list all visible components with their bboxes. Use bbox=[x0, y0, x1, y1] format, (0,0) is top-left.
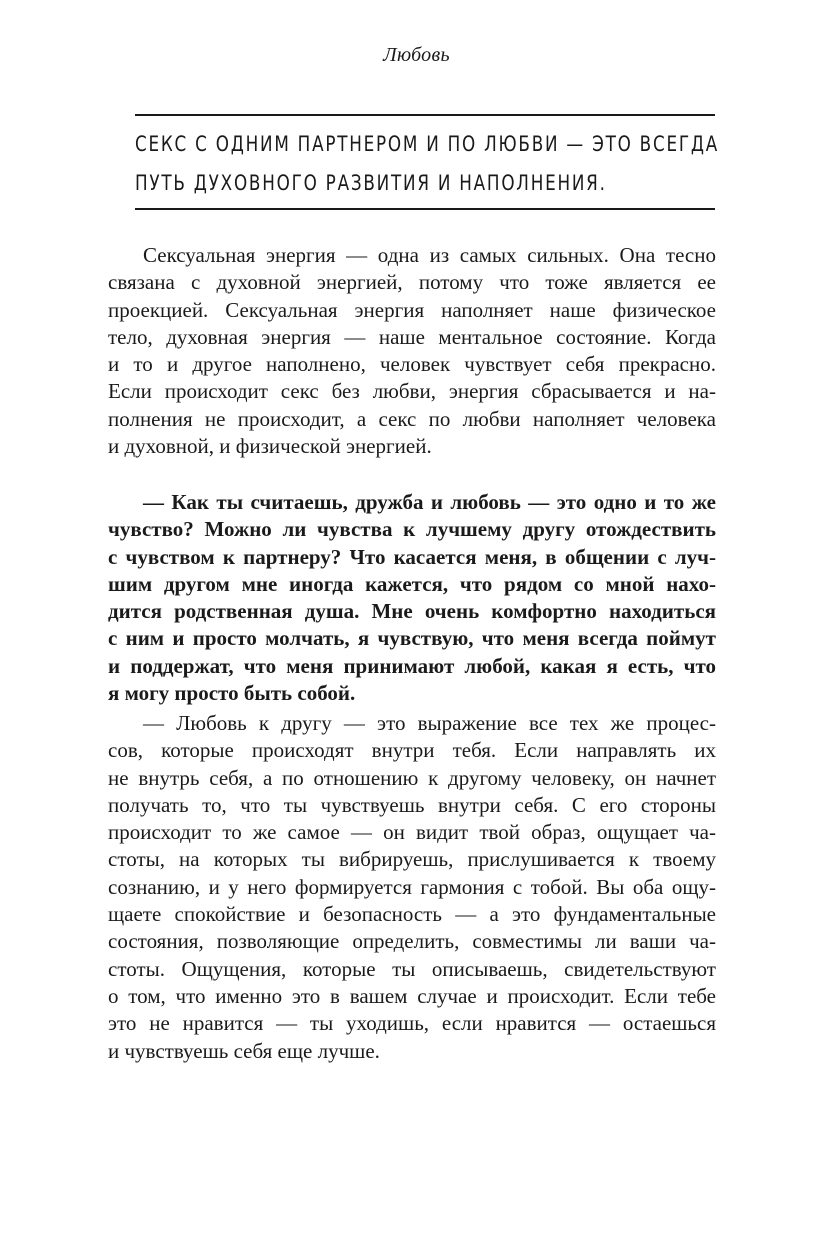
text-line: с чувством к партнеру? Что касается меня, в общении с луч- bbox=[108, 544, 716, 569]
text-line: и то и другое наполнено, человек чувствует себя прекрасно. bbox=[108, 352, 716, 377]
text-line: сознанию, и у него формируется гармония с тобой. Вы оба ощу- bbox=[108, 874, 716, 899]
text-line: — Как ты считаешь, дружба и любовь — это одно и то же bbox=[143, 490, 716, 514]
text-line: щаете спокойствие и безопасность — а это фундаментальные bbox=[108, 902, 716, 927]
text-line: полнения не происходит, а секс по любви наполняет человека bbox=[108, 406, 716, 431]
text-line: происходит то же самое — он видит твой образ, ощущает ча- bbox=[108, 820, 716, 845]
text-line: Если происходит секс без любви, энергия сбрасывается и на- bbox=[108, 379, 716, 404]
pull-quote-line: СЕКС С ОДНИМ ПАРТНЕРОМ И ПО ЛЮБВИ — ЭТО ВСЕГДА bbox=[135, 132, 719, 156]
text-line: это не нравится — ты уходишь, если нравится — остаешься bbox=[108, 1011, 716, 1036]
text-line: и поддержат, что меня принимают любой, какая я есть, что bbox=[108, 653, 716, 678]
text-line: связана с духовной энергией, потому что тоже является ее bbox=[108, 270, 716, 295]
paragraph-question bbox=[108, 489, 716, 707]
text-line: стоты. Ощущения, которые ты описываешь, свидетельствуют bbox=[108, 956, 716, 981]
text-line: я могу просто быть собой. bbox=[108, 681, 356, 706]
text-line: с ним и просто молчать, я чувствую, что меня всегда поймут bbox=[108, 626, 716, 651]
text-line: шим другом мне иногда кажется, что рядом со мной нахо- bbox=[108, 571, 716, 596]
pull-quote bbox=[135, 114, 719, 210]
text-line: и духовной, и физической энергией. bbox=[108, 434, 432, 459]
running-head: Любовь bbox=[383, 44, 450, 66]
paragraph-answer bbox=[108, 710, 716, 1065]
text-line: тело, духовная энергия — наше ментальное состояние. Когда bbox=[108, 324, 716, 349]
text-line: дится родственная душа. Мне очень комфортно находиться bbox=[108, 599, 716, 624]
text-line: получать то, что ты чувствуешь внутри себя. С его стороны bbox=[108, 792, 716, 817]
text-line: о том, что именно это в вашем случае и происходит. Если тебе bbox=[108, 983, 716, 1008]
text-line: Сексуальная энергия — одна из самых сильных. Она тесно bbox=[143, 243, 716, 267]
paragraph-sexual-energy bbox=[108, 242, 716, 460]
text-line: состояния, позволяющие определить, совместимы ли ваши ча- bbox=[108, 929, 716, 954]
text-line: не внутрь себя, а по отношению к другому человеку, он начнет bbox=[108, 765, 716, 790]
text-line: и чувствуешь себя еще лучше. bbox=[108, 1038, 380, 1063]
text-line: стоты, на которых ты вибрируешь, прислушивается к твоему bbox=[108, 847, 716, 872]
pull-quote-line: ПУТЬ ДУХОВНОГО РАЗВИТИЯ И НАПОЛНЕНИЯ. bbox=[135, 171, 607, 195]
text-line: чувство? Можно ли чувства к лучшему другу отождествить bbox=[108, 517, 716, 542]
text-line: сов, которые происходят внутри тебя. Если направлять их bbox=[108, 738, 716, 763]
text-line: — Любовь к другу — это выражение все тех же процес- bbox=[143, 711, 716, 735]
text-line: проекцией. Сексуальная энергия наполняет наше физическое bbox=[108, 297, 716, 322]
